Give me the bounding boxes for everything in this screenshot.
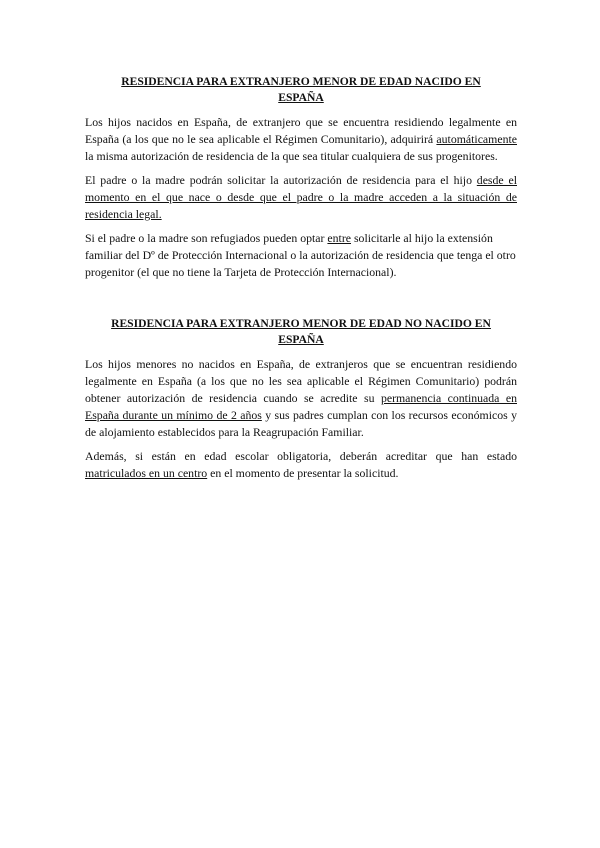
underlined-text: entre [327, 231, 351, 245]
text: la misma autorización de residencia de la que sea titular cualquiera de sus progenitores. [85, 149, 498, 163]
paragraph [85, 230, 517, 281]
text: en el momento de presentar la solicitud. [207, 466, 399, 480]
paragraph [85, 356, 517, 441]
section-no-nacido [85, 316, 517, 482]
text: Los hijos nacidos en España, de extranjero que se encuentra residiendo legalmente en España (a los que no le sea aplicable el Régimen Comunitario), adquirirá [85, 115, 517, 146]
paragraph [85, 448, 517, 482]
text: El padre o la madre podrán solicitar la autorización de residencia para el hijo [85, 173, 477, 187]
section-heading: RESIDENCIA PARA EXTRANJERO MENOR DE EDAD NACIDO EN ESPAÑA [121, 75, 481, 104]
text: Además, si están en edad escolar obligatoria, deberán acreditar que han estado [85, 449, 517, 463]
underlined-text: automáticamente [436, 132, 517, 146]
section-nacido [85, 74, 517, 281]
underlined-text: matriculados en un centro [85, 466, 208, 480]
underlined-text: desde el momento en el que nace o desde que el padre o la madre acceden a la situación de residencia legal. [85, 173, 517, 221]
paragraph [85, 172, 517, 223]
text: Los hijos menores no nacidos en España, de extranjeros que se encuentran residiendo legalmente en España (a los que no les sea aplicable el Régimen Comunitario) podrán obtener autorización de residencia cuando se acredite su [85, 357, 517, 405]
underlined-text: permanencia continuada en España durante un mínimo de 2 años [85, 391, 517, 422]
text: solicitarle al hijo la extensión familiar del Dº de Protección Internacional o la autorización de residencia que tenga el otro progenitor (el que no tiene la Tarjeta de Protección Internacional). [85, 231, 516, 279]
paragraph [85, 114, 517, 165]
section-heading: RESIDENCIA PARA EXTRANJERO MENOR DE EDAD NO NACIDO EN ESPAÑA [111, 317, 491, 346]
text: Si el padre o la madre son refugiados pueden optar [85, 231, 328, 245]
text: y sus padres cumplan con los recursos económicos y de alojamiento establecidos para la Reagrupación Familiar. [85, 408, 517, 439]
document-page [85, 74, 517, 489]
